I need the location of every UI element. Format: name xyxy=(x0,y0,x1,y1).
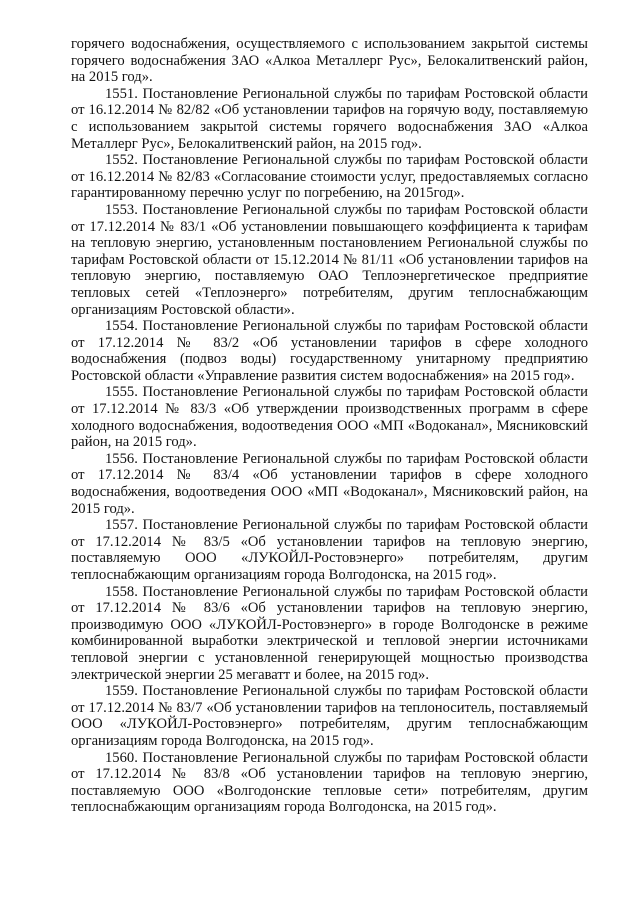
paragraph-continuation: горячего водоснабжения, осуществляемого с использованием закрытой системы горячего водоснабжения ЗАО «Алкоа Металлерг Рус», Белокалитвенский район, на 2015 год». xyxy=(71,36,588,86)
paragraph-1558: 1558. Постановление Региональной службы по тарифам Ростовской области от 17.12.2014 № 83/6 «Об установлении тарифов на тепловую энергию, производимую ООО «ЛУКОЙЛ-Ростовэнерго» в городе Волгодонске в режиме комбинированной выработки электрической и тепловой энергии источниками тепловой энергии с установленной генерирующей мощностью производства электрической энергии 25 мегаватт и более, на 2015 год». xyxy=(71,583,588,683)
paragraph-1551: 1551. Постановление Региональной службы по тарифам Ростовской области от 16.12.2014 № 82/82 «Об установлении тарифов на горячую воду, поставляемую с использованием закрытой системы горячего водоснабжения ЗАО «Алкоа Металлерг Рус», Белокалитвенский район, на 2015 год». xyxy=(71,85,588,152)
paragraph-1557: 1557. Постановление Региональной службы по тарифам Ростовской области от 17.12.2014 № 83/5 «Об установлении тарифов на тепловую энергию, поставляемую ООО «ЛУКОЙЛ-Ростовэнерго» потребителям, другим теплоснабжающим организациям города Волгодонска, на 2015 год». xyxy=(71,517,588,583)
paragraph-1552: 1552. Постановление Региональной службы по тарифам Ростовской области от 16.12.2014 № 82/83 «Согласование стоимости услуг, предоставляемых согласно гарантированному перечню услуг по погребению, на 2015год». xyxy=(71,152,588,202)
paragraph-1560: 1560. Постановление Региональной службы по тарифам Ростовской области от 17.12.2014 № 83/8 «Об установлении тарифов на тепловую энергию, поставляемую ООО «Волгодонские тепловые сети» потребителям, другим теплоснабжающим организациям города Волгодонска, на 2015 год». xyxy=(71,749,588,816)
paragraph-1554: 1554. Постановление Региональной службы по тарифам Ростовской области от 17.12.2014 № 83/2 «Об установлении тарифов в сфере холодного водоснабжения (подвоз воды) государственному унитарному предприятию Ростовской области «Управление развития систем водоснабжения» на 2015 год». xyxy=(71,318,588,384)
paragraph-1559: 1559. Постановление Региональной службы по тарифам Ростовской области от 17.12.2014 № 83/7 «Об установлении тарифов на теплоноситель, поставляемый ООО «ЛУКОЙЛ-Ростовэнерго» потребителям, другим теплоснабжающим организациям города Волгодонска, на 2015 год». xyxy=(71,683,588,749)
paragraph-1556: 1556. Постановление Региональной службы по тарифам Ростовской области от 17.12.2014 № 83/4 «Об установлении тарифов в сфере холодного водоснабжения, водоотведения ООО «МП «Водоканал», Мясниковский район, на 2015 год». xyxy=(71,450,588,517)
paragraph-1553: 1553. Постановление Региональной службы по тарифам Ростовской области от 17.12.2014 № 83/1 «Об установлении повышающего коэффициента к тарифам на тепловую энергию, установленным постановлением Региональной службы по тарифам Ростовской области от 15.12.2014 № 81/11 «Об установлении тарифов на тепловую энергию, поставляемую ОАО Теплоэнергетическое предприятие тепловых сетей «Теплоэнерго» потребителям, другим теплоснабжающим организациям Ростовской области». xyxy=(71,201,588,318)
paragraph-1555: 1555. Постановление Региональной службы по тарифам Ростовской области от 17.12.2014 № 83/3 «Об утверждении производственных программ в сфере холодного водоснабжения, водоотведения ООО «МП «Водоканал», Мясниковский район, на 2015 год». xyxy=(71,384,588,451)
